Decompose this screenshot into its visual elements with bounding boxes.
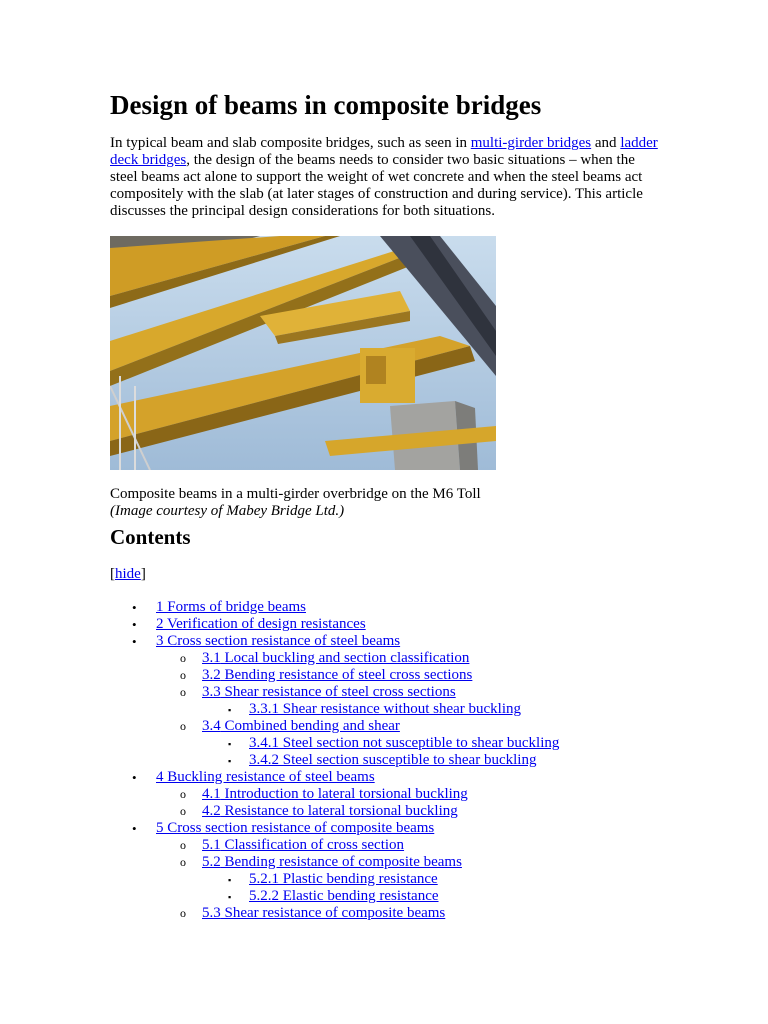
- toc-link[interactable]: [249, 701, 521, 717]
- toc-bullet: o: [180, 668, 186, 682]
- toc-item: [110, 786, 670, 803]
- toc-number: 3.2: [202, 667, 221, 683]
- toc-item: [110, 803, 670, 820]
- toc-label: Combined bending and shear: [220, 718, 400, 734]
- figure-caption: [110, 486, 670, 520]
- toc-label: Bending resistance of composite beams: [220, 854, 462, 870]
- toc-label: Cross section resistance of steel beams: [163, 633, 401, 649]
- toc-link[interactable]: [156, 599, 306, 615]
- toc-number: 4.1: [202, 786, 221, 802]
- intro-text-1: In typical beam and slab composite bridges, such as seen in: [110, 135, 471, 151]
- toc-number: 3.3: [202, 684, 221, 700]
- toc-link[interactable]: [249, 752, 536, 768]
- intro-text-3: , the design of the beams needs to consider two basic situations – when the steel beams act alone to support the weight of wet concrete and when the steel beams act compositely with the slab (at later stages of construction and during service). This article discusses the principal design considerations for both situations.: [110, 152, 643, 219]
- toc-label: Local buckling and section classification: [220, 650, 470, 666]
- toc-bullet: o: [180, 855, 186, 869]
- toc-bullet: o: [180, 685, 186, 699]
- toc-bullet: ▪: [228, 875, 232, 885]
- toc-item: [110, 701, 670, 718]
- toc-number: 4: [156, 769, 164, 785]
- bridge-photo-illustration: [110, 236, 496, 470]
- toc-bullet: o: [180, 906, 186, 920]
- toc-link[interactable]: [202, 667, 472, 683]
- toc-number: 5.2.2: [249, 888, 279, 904]
- toc-number: 3.1: [202, 650, 221, 666]
- toc-item: [110, 837, 670, 854]
- toc-item: [110, 599, 670, 616]
- toc-bullet: o: [180, 838, 186, 852]
- caption-credit: (Image courtesy of Mabey Bridge Ltd.): [110, 503, 345, 519]
- toc-bullet: o: [180, 651, 186, 665]
- toc-link[interactable]: [156, 633, 400, 649]
- toc-number: 5.2: [202, 854, 221, 870]
- toc-label: Introduction to lateral torsional buckling: [220, 786, 468, 802]
- toc-item: [110, 684, 670, 701]
- toc-item: [110, 616, 670, 633]
- toc-item: [110, 633, 670, 650]
- toc-bullet: •: [132, 600, 137, 615]
- toc-label: Buckling resistance of steel beams: [163, 769, 375, 785]
- hide-link[interactable]: hide: [115, 566, 141, 582]
- toc-link[interactable]: [202, 718, 400, 734]
- toc-number: 1: [156, 599, 164, 615]
- toc-item: [110, 820, 670, 837]
- toc-link[interactable]: [202, 905, 445, 921]
- toc-link[interactable]: [202, 803, 458, 819]
- toc-number: 3.4: [202, 718, 221, 734]
- toc-item: [110, 650, 670, 667]
- toc-bullet: •: [132, 617, 137, 632]
- toc-link[interactable]: [202, 684, 456, 700]
- toc-label: Cross section resistance of composite beams: [163, 820, 435, 836]
- contents-heading: Contents: [110, 525, 191, 549]
- toc-label: Elastic bending resistance: [279, 888, 439, 904]
- article: [110, 88, 670, 922]
- toc-bullet: o: [180, 787, 186, 801]
- intro-paragraph: [110, 135, 658, 220]
- toc-link[interactable]: [249, 888, 439, 904]
- toc-item: [110, 752, 670, 769]
- toc-number: 3.4.1: [249, 735, 279, 751]
- toc-link[interactable]: [156, 769, 375, 785]
- toc-bullet: o: [180, 719, 186, 733]
- caption-text: Composite beams in a multi-girder overbridge on the M6 Toll: [110, 486, 481, 502]
- toc-bullet: •: [132, 821, 137, 836]
- table-of-contents: [110, 599, 670, 922]
- toc-number: 4.2: [202, 803, 221, 819]
- toc-label: Classification of cross section: [220, 837, 405, 853]
- toc-link[interactable]: [202, 837, 404, 853]
- toc-item: [110, 905, 670, 922]
- toc-number: 2: [156, 616, 164, 632]
- toc-label: Shear resistance of steel cross sections: [220, 684, 456, 700]
- toc-label: Steel section not susceptible to shear buckling: [279, 735, 560, 751]
- toc-bullet: ▪: [228, 705, 232, 715]
- multi-girder-bridges-link[interactable]: multi-girder bridges: [470, 135, 592, 151]
- toc-link[interactable]: [249, 871, 438, 887]
- toc-bullet: ▪: [228, 739, 232, 749]
- toc-number: 5.3: [202, 905, 221, 921]
- toc-label: Plastic bending resistance: [279, 871, 438, 887]
- toc-item: [110, 667, 670, 684]
- toc-link[interactable]: [249, 735, 559, 751]
- toc-number: 5.2.1: [249, 871, 279, 887]
- toc-number: 3.3.1: [249, 701, 279, 717]
- toc-item: [110, 735, 670, 752]
- toc-bullet: o: [180, 804, 186, 818]
- bridge-photo: [110, 236, 496, 470]
- toc-item: [110, 718, 670, 735]
- toc-label: Verification of design resistances: [163, 616, 366, 632]
- toc-link[interactable]: [156, 820, 434, 836]
- toc-label: Shear resistance of composite beams: [220, 905, 446, 921]
- toc-link[interactable]: [202, 650, 469, 666]
- toc-item: [110, 769, 670, 786]
- toc-label: Bending resistance of steel cross sections: [220, 667, 473, 683]
- toc-label: Forms of bridge beams: [163, 599, 306, 615]
- toc-bullet: ▪: [228, 756, 232, 766]
- toc-number: 3.4.2: [249, 752, 279, 768]
- toggle-open-bracket: [: [110, 566, 115, 582]
- toc-item: [110, 888, 670, 905]
- contents-toggle: [110, 566, 670, 583]
- toc-link[interactable]: [202, 854, 462, 870]
- intro-text-2: and: [591, 135, 621, 151]
- ladder-deck-bridges-link[interactable]: ladder deck bridges: [110, 135, 658, 168]
- page-title: Design of beams in composite bridges: [110, 90, 542, 120]
- toc-item: [110, 854, 670, 871]
- toc-label: Shear resistance without shear buckling: [279, 701, 522, 717]
- toc-item: [110, 871, 670, 888]
- toc-link[interactable]: [156, 616, 366, 632]
- toc-number: 5: [156, 820, 164, 836]
- toc-label: Steel section susceptible to shear buckling: [279, 752, 537, 768]
- toc-bullet: ▪: [228, 892, 232, 902]
- toc-bullet: •: [132, 770, 137, 785]
- toc-number: 5.1: [202, 837, 221, 853]
- toc-link[interactable]: [202, 786, 468, 802]
- toc-label: Resistance to lateral torsional buckling: [220, 803, 458, 819]
- toggle-close-bracket: ]: [140, 566, 146, 582]
- toc-bullet: •: [132, 634, 137, 649]
- toc-number: 3: [156, 633, 164, 649]
